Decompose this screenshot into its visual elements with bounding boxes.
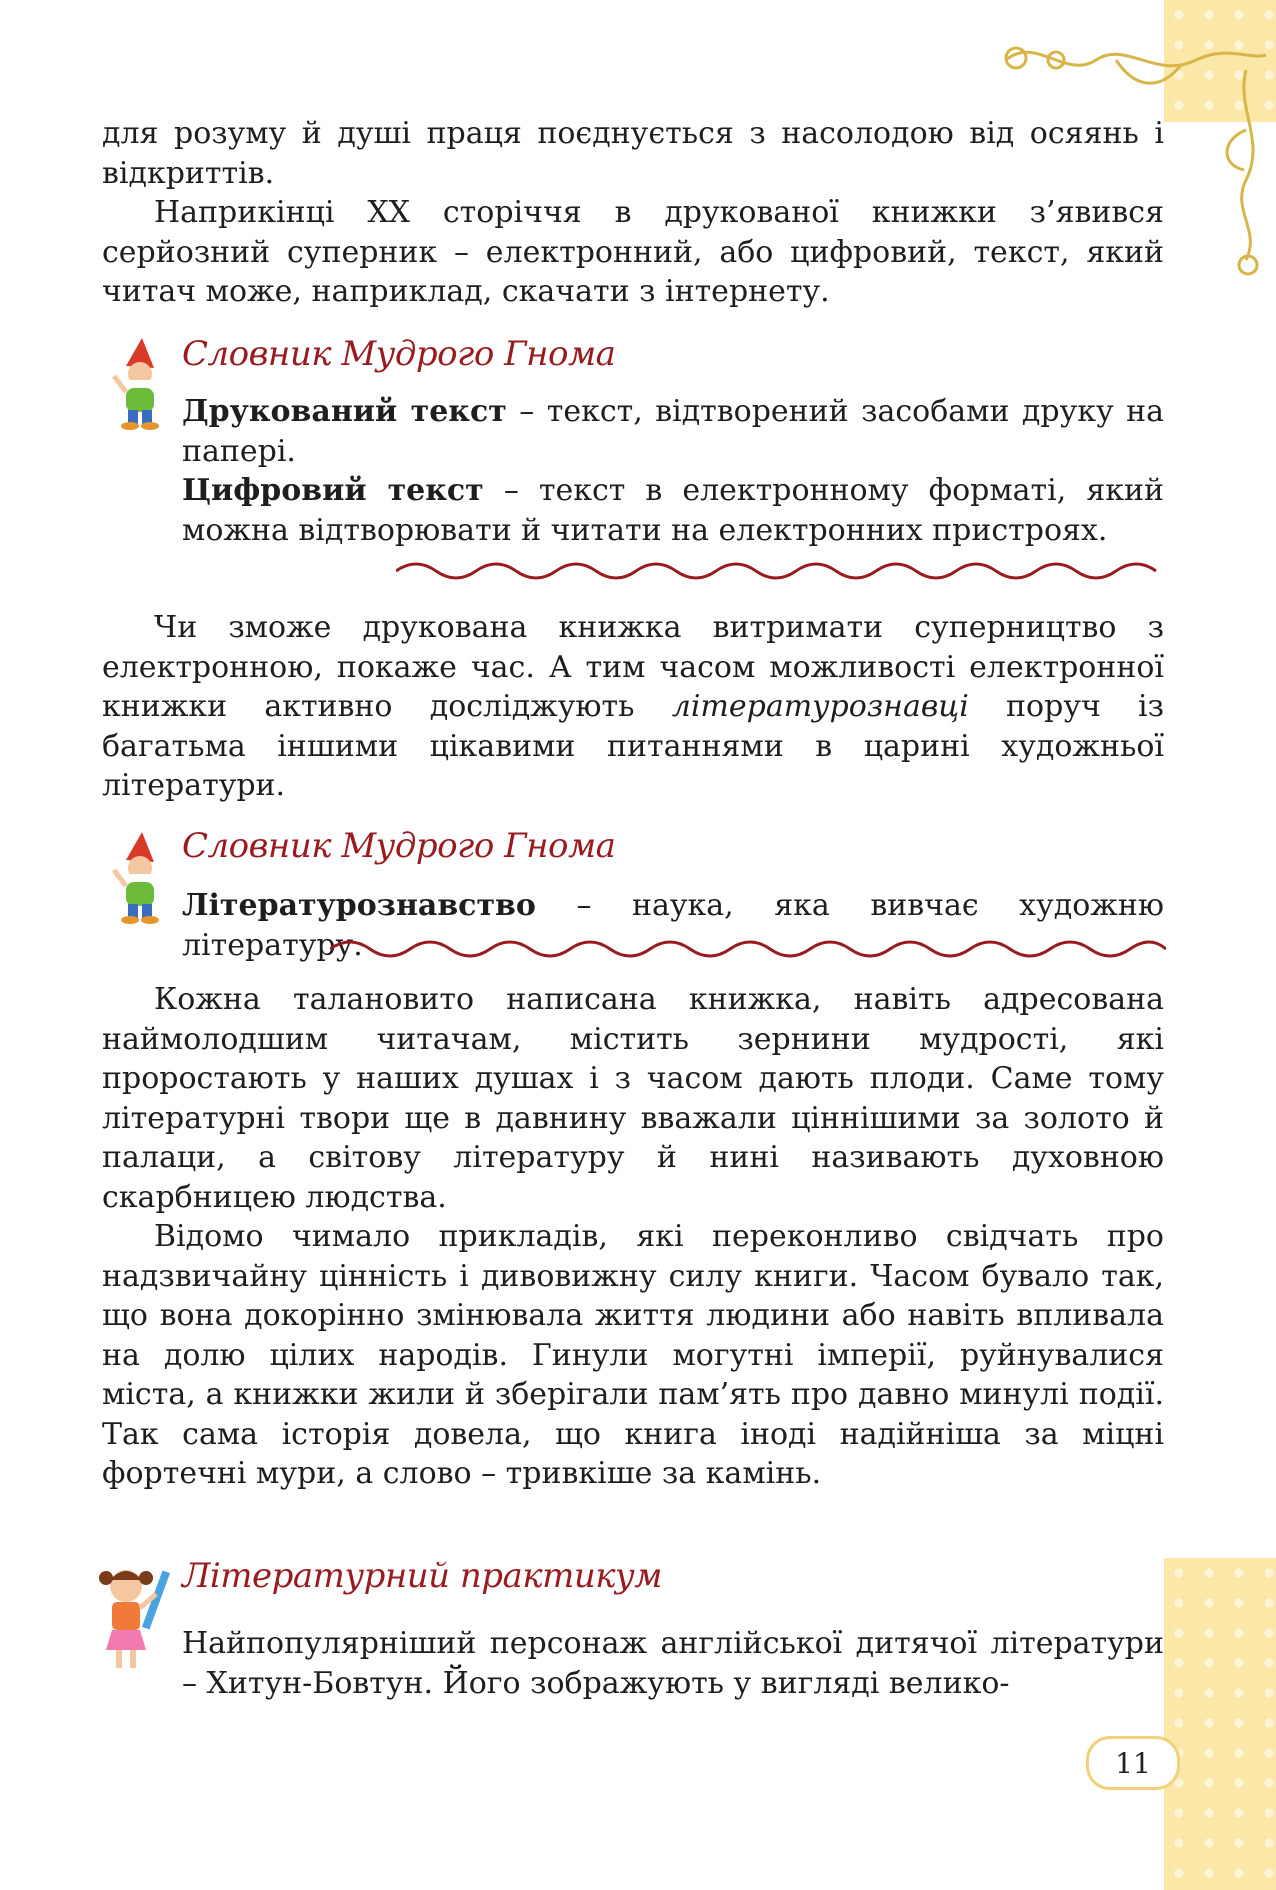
term-digital-text: Цифровий текст bbox=[182, 473, 484, 508]
glossary-heading-1: Словник Мудрого Гнома bbox=[182, 334, 616, 374]
glossary-heading-2: Словник Мудрого Гнома bbox=[182, 826, 616, 866]
paragraph-literary-scholars bbox=[102, 608, 1164, 806]
paragraph-5: Відомо чимало прикладів, які переконливо свідчать про надзвичайну цінність і дивовижну силу книги. Часом бувало так, що вона докорінно змінювала життя людини або навіть впливала на долю цілих народів. Гинули могутні імперії, руйнувалися міста, а книжки жили й зберігали пам’ять про давно минулі події. Так сама історія довела, що книга іноді надійніша за міцні фортечні мури, а слово – тривкіше за камінь. bbox=[102, 1219, 1164, 1491]
definition-printed-text: – текст, відтворений засобами друку на папері. bbox=[182, 394, 1164, 469]
intro-text bbox=[102, 114, 1164, 312]
glossary-1 bbox=[182, 392, 1164, 550]
practicum-paragraph: Найпопулярніший персонаж англійської дитячої літератури – Хитун-Бовтун. Його зображують у вигляді велико- bbox=[182, 1626, 1164, 1701]
paragraph-digital-text: Наприкінці ХХ сторіччя в друкованої книжки з’явився серйозний суперник – електронний, або цифровий, текст, який читач може, наприклад, скачати з інтернету. bbox=[102, 195, 1164, 309]
main-text bbox=[102, 980, 1164, 1494]
term-literary-studies: Літературознавство bbox=[182, 888, 536, 923]
paragraph-3 bbox=[102, 608, 1164, 806]
paragraph-3-start: Чи зможе друкована книжка витримати суперництво з електронною, покаже час. А тим часом можливості електронної книжки активно досліджують bbox=[102, 610, 1164, 724]
paragraph-4: Кожна талановито написана книжка, навіть адресована наймолодшим читачам, містить зернини мудрості, які проростають у наших душах і з часом дають плоди. Саме тому літературні твори ще в давнину вважали ціннішими за золото й палаци, а світову літературу й нині називають духовною скарбницею людства. bbox=[102, 982, 1164, 1215]
girl-with-pencil-icon bbox=[86, 1560, 176, 1675]
gnome-mascot-icon bbox=[104, 336, 174, 431]
glossary-entry-digital bbox=[182, 471, 1164, 550]
practicum-text bbox=[182, 1624, 1164, 1703]
intro-line: для розуму й душі праця поєднується з насолодою від осяянь і відкриттів. bbox=[102, 116, 1164, 191]
wavy-divider-2 bbox=[330, 934, 1166, 964]
corner-decoration-bottom bbox=[1164, 1558, 1276, 1890]
page-number-badge: 11 bbox=[1086, 1736, 1180, 1790]
practicum-heading: Літературний практикум bbox=[182, 1556, 662, 1596]
paragraph-3-end: поруч із багатьма іншими цікавими питаннями в царині художньої літератури. bbox=[102, 689, 1164, 803]
gnome-mascot-icon bbox=[104, 830, 174, 925]
glossary-entry-printed bbox=[182, 392, 1164, 471]
wavy-divider-1 bbox=[396, 556, 1166, 586]
definition-digital-text: – текст в електронному форматі, який можна відтворювати й читати на електронних пристроях. bbox=[182, 473, 1164, 548]
italic-term-literary-scholars: літературознавці bbox=[671, 689, 969, 724]
term-printed-text: Друкований текст bbox=[182, 394, 507, 429]
definition-literary-studies: – наука, яка вивчає художню літературу. bbox=[182, 888, 1164, 963]
